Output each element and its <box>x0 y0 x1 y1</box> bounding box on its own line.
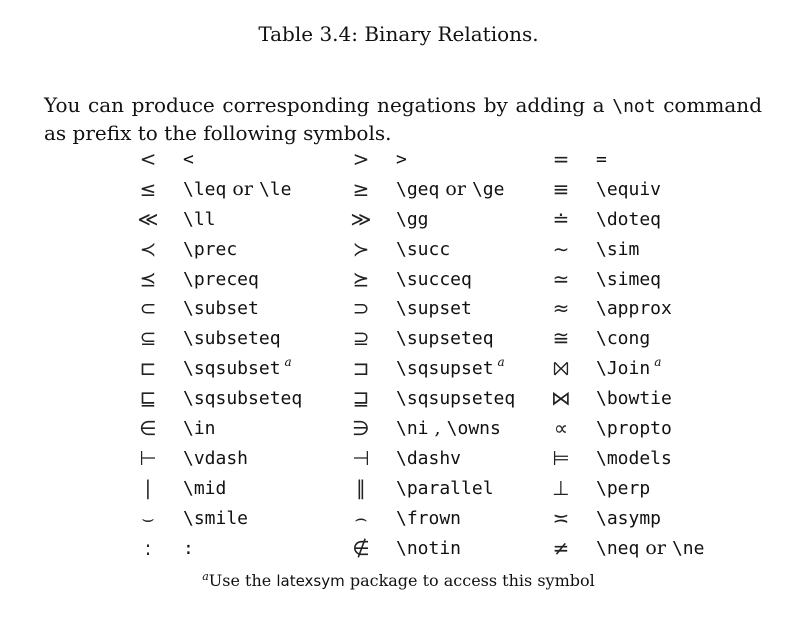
table-row <box>125 413 706 443</box>
relation-command <box>584 413 706 443</box>
relations-table-body <box>125 144 706 562</box>
relation-symbol: = <box>552 146 570 171</box>
relation-command <box>584 383 706 413</box>
not-command: \not <box>612 96 656 117</box>
relation-command <box>384 234 538 264</box>
table-row <box>125 533 706 563</box>
relation-symbol: ≠ <box>552 535 570 560</box>
command-name: \simeq <box>596 268 662 290</box>
table-row <box>125 204 706 234</box>
relation-command <box>171 443 338 473</box>
relation-command <box>171 264 338 294</box>
relation-symbol: ⋈ <box>551 386 571 411</box>
command-conjunction: or <box>226 177 259 200</box>
relation-command <box>384 323 538 353</box>
table-row <box>125 353 706 383</box>
relation-command <box>384 293 538 323</box>
relation-command <box>171 533 338 563</box>
relation-command <box>384 264 538 294</box>
table-row <box>125 293 706 323</box>
table-row <box>125 443 706 473</box>
command-name: \gg <box>396 208 429 230</box>
relation-symbol: ≥ <box>352 176 370 201</box>
command-name: \succ <box>396 238 451 260</box>
table-row <box>125 144 706 174</box>
relation-symbol: ≅ <box>552 326 570 351</box>
relation-symbol: ≪ <box>137 206 159 231</box>
relation-symbol: ⌣ <box>141 505 155 530</box>
relation-symbol: ⊥ <box>552 475 570 500</box>
table-caption: Table 3.4: Binary Relations. <box>258 22 539 46</box>
relation-command <box>384 473 538 503</box>
relation-symbol: ≈ <box>552 296 570 321</box>
relation-symbol: ≍ <box>552 505 570 530</box>
command-conjunction: or <box>439 177 472 200</box>
relation-symbol: > <box>352 146 370 171</box>
command-name: : <box>183 537 194 559</box>
relation-symbol: ⪰ <box>352 266 370 291</box>
command-name: \subseteq <box>183 328 281 350</box>
footnote-text-after: package to access this symbol <box>344 571 595 590</box>
command-name: \doteq <box>596 208 662 230</box>
relation-command <box>584 264 706 294</box>
command-name: \supseteq <box>396 328 494 350</box>
relation-symbol: ⊒ <box>352 386 370 411</box>
relation-command <box>584 473 706 503</box>
relation-symbol: ⊨ <box>552 445 570 470</box>
command-name: \prec <box>183 238 238 260</box>
relation-command <box>171 473 338 503</box>
relation-symbol: ⊂ <box>139 296 157 321</box>
command-name: > <box>396 148 407 170</box>
relation-command <box>171 353 338 383</box>
command-name: \ll <box>183 208 216 230</box>
intro-paragraph <box>44 92 762 147</box>
relation-symbol: ∣ <box>143 475 153 500</box>
footnote-reference: a <box>497 355 505 370</box>
relation-symbol: ≐ <box>552 206 570 231</box>
relation-command <box>584 144 706 174</box>
intro-text-before: You can produce corresponding negations by adding a <box>44 93 613 117</box>
relation-symbol: ⊣ <box>352 445 370 470</box>
intro-text-after: command as prefix to the following symbols. <box>44 93 762 145</box>
relation-command <box>584 174 706 204</box>
relation-symbol: ⊇ <box>352 326 370 351</box>
command-name: \asymp <box>596 507 662 529</box>
command-name: \preceq <box>183 268 259 290</box>
relation-command <box>384 174 538 204</box>
relation-symbol: ≻ <box>352 236 370 261</box>
command-name: \parallel <box>396 477 494 499</box>
command-name: \ni <box>396 417 429 439</box>
relation-command <box>171 323 338 353</box>
command-name: = <box>596 148 607 170</box>
command-name: \Join <box>596 358 651 380</box>
command-alias: \le <box>258 178 292 200</box>
command-name: \perp <box>596 477 651 499</box>
relation-symbol: ⊑ <box>139 386 157 411</box>
command-name: \sqsubset <box>183 358 281 380</box>
relation-symbol: ⊃ <box>352 296 370 321</box>
command-name: \frown <box>396 507 462 529</box>
relation-command <box>384 413 538 443</box>
relation-command <box>584 443 706 473</box>
relation-command <box>384 443 538 473</box>
relation-command <box>584 353 706 383</box>
relation-command <box>384 383 538 413</box>
relation-command <box>384 144 538 174</box>
command-name: \sqsubseteq <box>183 388 303 410</box>
footnote-reference: a <box>284 355 292 370</box>
command-name: \sim <box>596 238 640 260</box>
command-name: \propto <box>596 417 672 439</box>
relation-symbol: ≺ <box>139 236 157 261</box>
relation-command <box>584 234 706 264</box>
command-conjunction: or <box>639 536 672 559</box>
relation-symbol: ≫ <box>350 206 372 231</box>
command-name: \bowtie <box>596 388 672 410</box>
relation-symbol: ∝ <box>553 415 569 440</box>
relation-symbol: ⪯ <box>139 266 157 291</box>
table-row <box>125 174 706 204</box>
relation-symbol: ∉ <box>352 535 370 560</box>
relation-symbol: ∼ <box>552 236 570 261</box>
command-name: \leq <box>183 178 227 200</box>
relation-symbol: ⊏ <box>139 356 157 381</box>
relation-command <box>171 204 338 234</box>
command-name: \subset <box>183 298 259 320</box>
relation-symbol: ∥ <box>356 475 366 500</box>
relation-command <box>584 503 706 533</box>
relation-command <box>171 413 338 443</box>
command-alias: \owns <box>446 417 501 439</box>
command-name: \geq <box>396 178 440 200</box>
relation-symbol: ⊢ <box>139 445 157 470</box>
relation-command <box>384 503 538 533</box>
command-name: \approx <box>596 298 672 320</box>
relations-table <box>125 144 706 562</box>
command-name: < <box>183 148 194 170</box>
relation-command <box>584 293 706 323</box>
footnote-package: latexsym <box>276 572 345 590</box>
relation-symbol: < <box>139 146 157 171</box>
relation-symbol: ≡ <box>552 176 570 201</box>
footnote <box>0 571 797 590</box>
command-name: \sqsupseteq <box>396 388 516 410</box>
command-alias: \ne <box>671 537 705 559</box>
command-name: \succeq <box>396 268 472 290</box>
relation-symbol: ⊆ <box>139 326 157 351</box>
relation-command <box>171 144 338 174</box>
relation-command <box>171 383 338 413</box>
command-name: \in <box>183 417 216 439</box>
relation-command <box>171 174 338 204</box>
command-name: \cong <box>596 328 651 350</box>
relation-command <box>584 204 706 234</box>
table-row <box>125 503 706 533</box>
footnote-text-before: Use the <box>208 571 277 590</box>
relation-command <box>584 533 706 563</box>
command-alias: \ge <box>471 178 505 200</box>
relation-command <box>384 353 538 383</box>
footnote-reference: a <box>654 355 662 370</box>
relation-symbol: ⊐ <box>352 356 370 381</box>
relation-command <box>171 234 338 264</box>
command-name: \equiv <box>596 178 662 200</box>
table-row <box>125 473 706 503</box>
relation-command <box>384 533 538 563</box>
command-conjunction: , <box>428 416 447 439</box>
table-row <box>125 264 706 294</box>
command-name: \supset <box>396 298 472 320</box>
relation-symbol: ∈ <box>139 415 157 440</box>
command-name: \sqsupset <box>396 358 494 380</box>
command-name: \mid <box>183 477 227 499</box>
relation-command <box>171 293 338 323</box>
relation-symbol: ≃ <box>552 266 570 291</box>
command-name: \vdash <box>183 447 249 469</box>
command-name: \models <box>596 447 672 469</box>
table-row <box>125 323 706 353</box>
command-name: \dashv <box>396 447 462 469</box>
relation-symbol: ⌢ <box>354 505 368 530</box>
command-name: \neq <box>596 537 640 559</box>
relation-command <box>171 503 338 533</box>
command-name: \notin <box>396 537 462 559</box>
relation-symbol: : <box>144 535 152 560</box>
relation-command <box>384 204 538 234</box>
footnote-marker: a <box>202 570 209 583</box>
command-name: \smile <box>183 507 249 529</box>
relation-symbol: ∋ <box>352 415 370 440</box>
relation-symbol: ⨝ <box>552 356 570 381</box>
table-row <box>125 234 706 264</box>
table-row <box>125 383 706 413</box>
relation-command <box>584 323 706 353</box>
relation-symbol: ≤ <box>139 176 157 201</box>
